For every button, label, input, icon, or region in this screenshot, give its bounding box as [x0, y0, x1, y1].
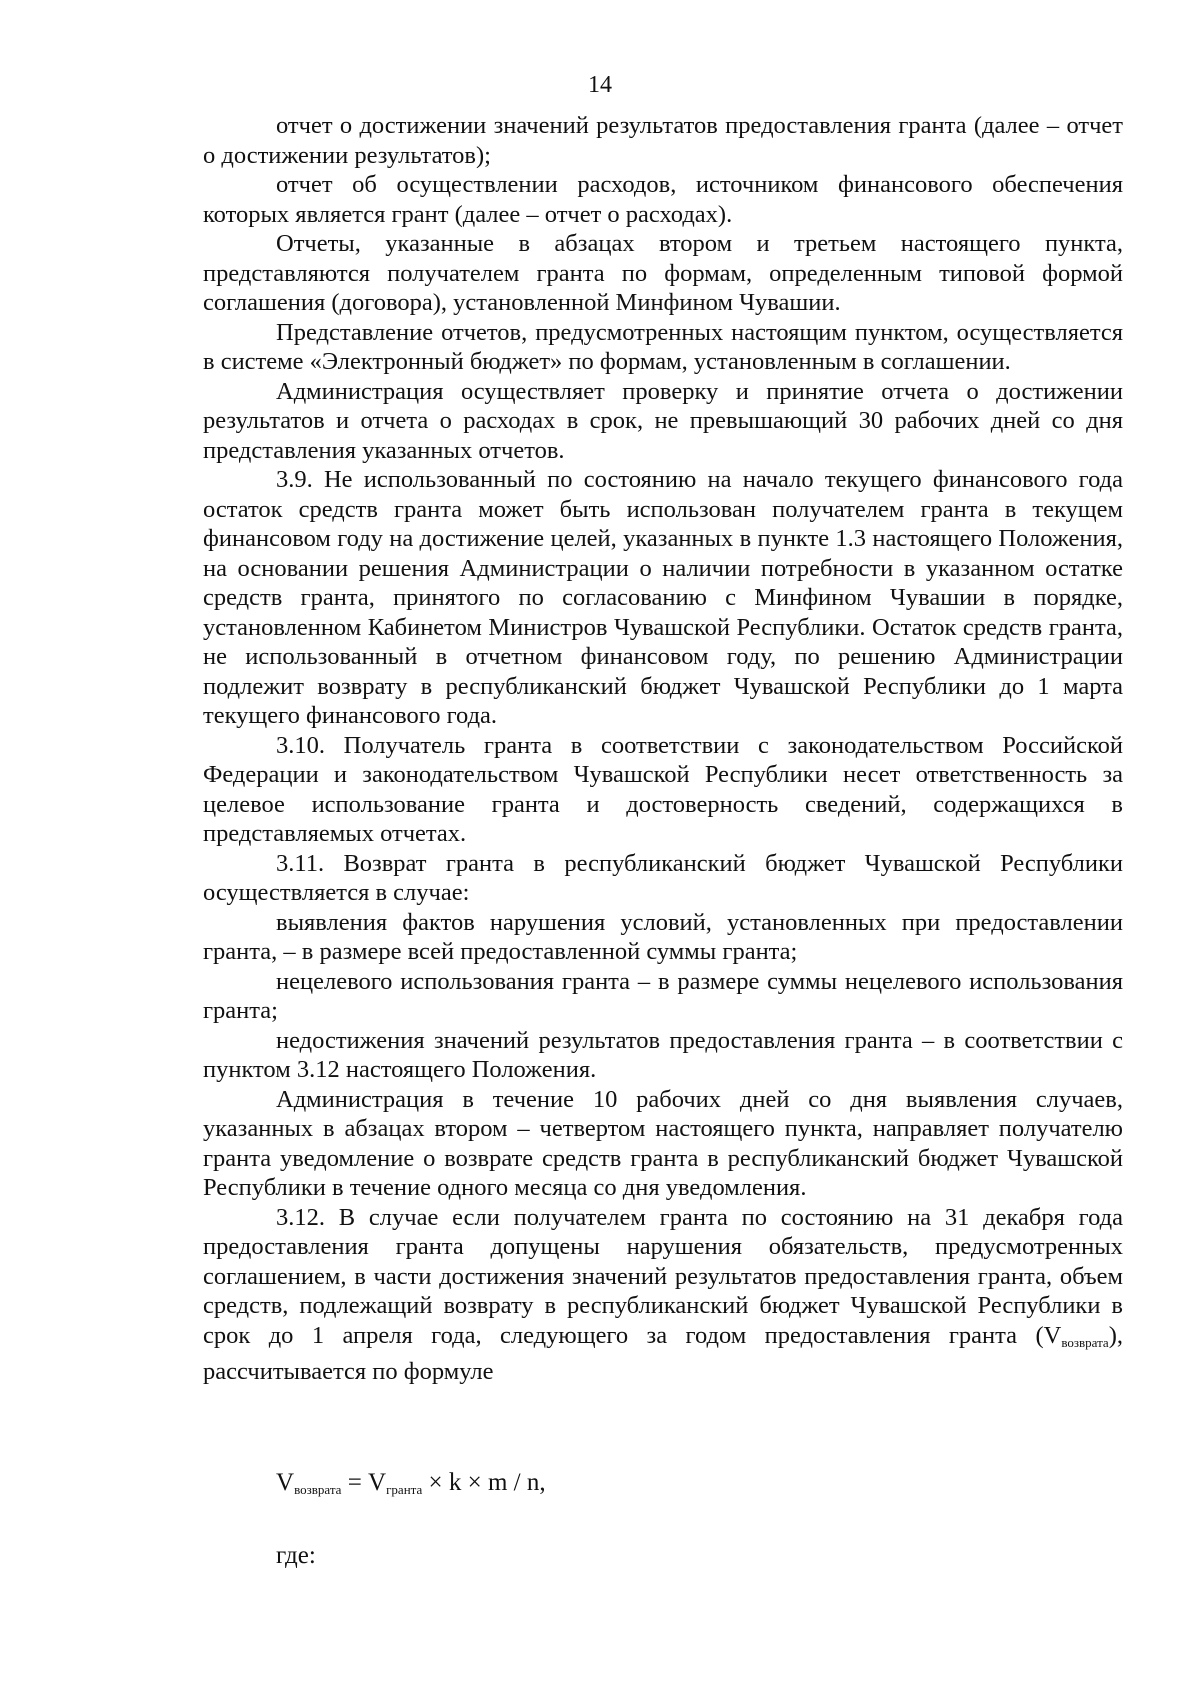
formula-rest: × k × m / n,	[422, 1469, 546, 1496]
page-number: 14	[588, 72, 612, 98]
paragraph: недостижения значений результатов предоставления гранта – в соответствии с пунктом 3.12 настоящего Положения.	[203, 1026, 1123, 1083]
paragraph: 3.10. Получатель гранта в соответствии с законодательством Российской Федерации и законодательством Чувашской Республики несет ответственность за целевое использование гранта и достоверность сведений, содержащихся в представляемых отчетах.	[203, 731, 1123, 847]
formula	[276, 1468, 546, 1505]
formula-v: V	[276, 1469, 295, 1496]
paragraph: Администрация осуществляет проверку и принятие отчета о достижении результатов и отчета о расходах в срок, не превышающий 30 рабочих дней со дня представления указанных отчетов.	[203, 377, 1123, 464]
paragraph: нецелевого использования гранта – в размере суммы нецелевого использования гранта;	[203, 967, 1123, 1024]
subscript-vozvrata: возврата	[1061, 1334, 1109, 1350]
paragraph: Отчеты, указанные в абзацах втором и третьем настоящего пункта, представляются получателем гранта по формам, определенным типовой формой соглашения (договора), установленной Минфином Чувашии.	[203, 230, 1123, 316]
paragraph: 3.11. Возврат гранта в республиканский бюджет Чувашской Республики осуществляется в случае:	[203, 849, 1123, 906]
paragraph: отчет о достижении значений результатов предоставления гранта (далее – отчет о достижении результатов);	[203, 112, 1123, 169]
body-text	[203, 111, 1123, 1387]
paragraph-tail: ), рассчитывается по формуле	[203, 1321, 1123, 1385]
paragraph-3-12	[203, 1203, 1123, 1387]
paragraph: 3.9. Не использованный по состоянию на начало текущего финансового года остаток средств гранта может быть использован получателем гранта в текущем финансовом году на достижение целей, указанных в пункте 1.3 настоящего Положения, на основании решения Администрации о наличии потребности в указанном остатке средств гранта, принятого по согласованию с Минфином Чувашии в порядке, установленном Кабинетом Министров Чувашской Республики. Остаток средств гранта, не использованный в отчетном финансовом году, по решению Администрации подлежит возврату в республиканский бюджет Чувашской Республики до 1 марта текущего финансового года.	[203, 466, 1123, 729]
where-label: где:	[276, 1542, 316, 1569]
paragraph: Представление отчетов, предусмотренных настоящим пунктом, осуществляется в системе «Электронный бюджет» по формам, установленным в соглашении.	[203, 318, 1123, 375]
paragraph-text: 3.12. В случае если получателем гранта по состоянию на 31 декабря года предоставления гранта допущены нарушения обязательств, предусмотренных соглашением, в части достижения значений результатов предоставления гранта, объем средств, подлежащий возврату в республиканский бюджет Чувашской Республики в срок до 1 апреля года, следующего за годом предоставления гранта (V	[203, 1203, 1123, 1349]
paragraph: Администрация в течение 10 рабочих дней со дня выявления случаев, указанных в абзацах втором – четвертом настоящего пункта, направляет получателю гранта уведомление о возврате средств гранта в республиканский бюджет Чувашской Республики в течение одного месяца со дня уведомления.	[203, 1085, 1123, 1201]
paragraph: отчет об осуществлении расходов, источником финансового обеспечения которых является грант (далее – отчет о расходах).	[203, 171, 1123, 228]
formula-sub-vozvrata: возврата	[294, 1482, 342, 1497]
formula-equals: = V	[341, 1469, 387, 1496]
paragraph: выявления фактов нарушения условий, установленных при предоставлении гранта, – в размере всей предоставленной суммы гранта;	[203, 908, 1123, 965]
formula-sub-granta: гранта	[386, 1482, 423, 1497]
